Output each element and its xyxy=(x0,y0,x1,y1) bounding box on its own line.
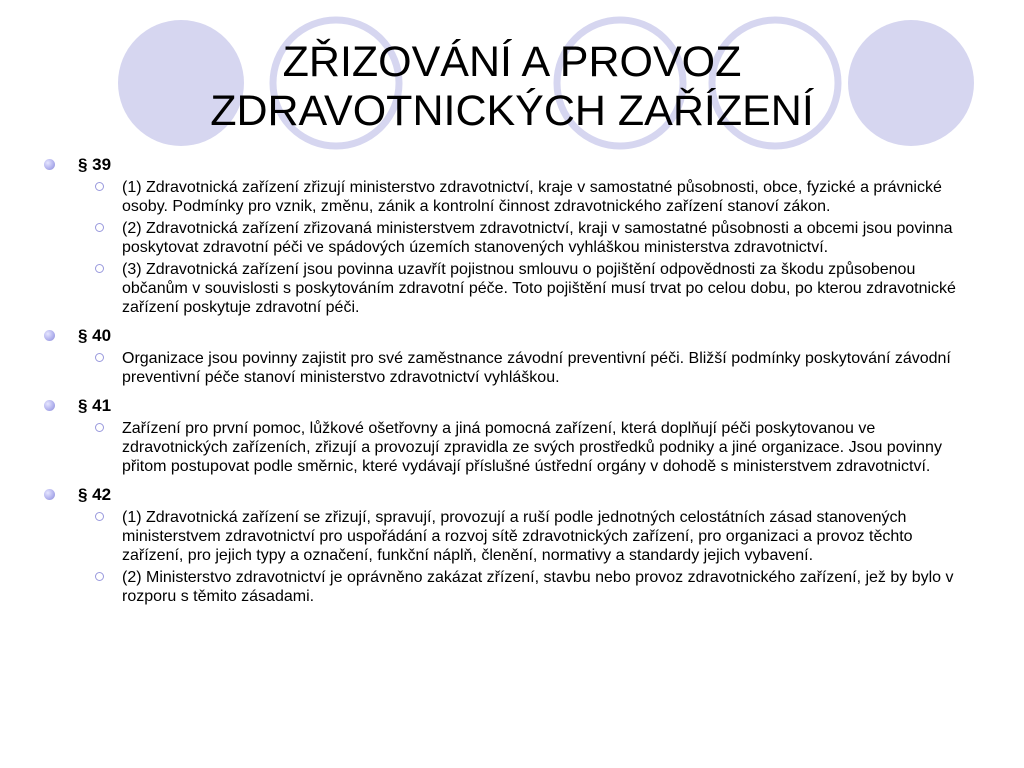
item-text: (1) Zdravotnická zařízení zřizují ministerstvo zdravotnictví, kraje v samostatné působnosti, obce, fyzické a právnické osoby. Podmínky pro vznik, změnu, zánik a kontrolní činnost zdravotnického zařízení stanoví zákon. xyxy=(122,179,942,215)
bullet-icon xyxy=(44,330,55,341)
section-40-heading xyxy=(44,325,974,346)
bullet-icon xyxy=(44,159,55,170)
section-heading-text: § 42 xyxy=(78,485,112,504)
sub-bullet-icon xyxy=(95,264,104,273)
item-text: (2) Zdravotnická zařízení zřizovaná ministerstvem zdravotnictví, kraji v samostatné působnosti a obcemi jsou povinna poskytovat zdravotní péči ve spádových územích stanovených vyhláškou ministerstva zdravotnictví. xyxy=(122,220,953,256)
sub-bullet-icon xyxy=(95,182,104,191)
section-heading-text: § 39 xyxy=(78,155,112,174)
item-text: (1) Zdravotnická zařízení se zřizují, spravují, provozují a ruší podle jednotných celostátních zásad stanovených ministerstvem zdravotnictví pro uspořádání a rozvoj sítě zdravotnických zařízení, pro organizaci a provoz těchto zařízení, pro jejich typy a označení, funkční náplň, členění, normativy a standardy jejich vybavení. xyxy=(122,509,913,564)
section-39-item-1 xyxy=(122,178,974,216)
section-40-item-1 xyxy=(122,349,974,387)
section-42-heading xyxy=(44,484,974,505)
bullet-icon xyxy=(44,489,55,500)
sub-bullet-icon xyxy=(95,572,104,581)
section-39-item-2 xyxy=(122,219,974,257)
section-39-item-3 xyxy=(122,260,974,317)
section-heading-text: § 41 xyxy=(78,396,112,415)
sub-bullet-icon xyxy=(95,423,104,432)
sub-bullet-icon xyxy=(95,353,104,362)
slide-title: ZŘIZOVÁNÍ A PROVOZ ZDRAVOTNICKÝCH ZAŘÍZENÍ xyxy=(210,38,814,135)
item-text: Zařízení pro první pomoc, lůžkové ošetřovny a jiná pomocná zařízení, která doplňují péči poskytovanou ve zdravotnických zařízeních, zřizují a provozují zpravidla ze svých prostředků podniky a jiné organizace. Jsou povinny přitom postupovat podle směrnic, které vydávají příslušné ústřední orgány v dohodě s ministerstvem zdravotnictví. xyxy=(122,420,942,475)
section-42-item-1 xyxy=(122,508,974,565)
item-text: (3) Zdravotnická zařízení jsou povinna uzavřít pojistnou smlouvu o pojištění odpovědnosti za škodu způsobenou občanům v souvislosti s poskytováním zdravotní péče. Toto pojištění musí trvat po celou dobu, po kterou zdravotnické zařízení poskytuje zdravotní péči. xyxy=(122,261,956,316)
sub-bullet-icon xyxy=(95,512,104,521)
section-41-item-1 xyxy=(122,419,974,476)
bullet-icon xyxy=(44,400,55,411)
item-text: (2) Ministerstvo zdravotnictví je oprávněno zakázat zřízení, stavbu nebo provoz zdravotnického zařízení, jež by bylo v rozporu s těmito zásadami. xyxy=(122,569,954,605)
section-39-heading xyxy=(44,154,974,175)
sub-bullet-icon xyxy=(95,223,104,232)
section-42-item-2 xyxy=(122,568,974,606)
section-heading-text: § 40 xyxy=(78,326,112,345)
section-41-heading xyxy=(44,395,974,416)
slide-content xyxy=(44,154,974,606)
item-text: Organizace jsou povinny zajistit pro své zaměstnance závodní preventivní péči. Bližší podmínky poskytování závodní preventivní péče stanoví ministerstvo zdravotnictví vyhláškou. xyxy=(122,350,951,386)
